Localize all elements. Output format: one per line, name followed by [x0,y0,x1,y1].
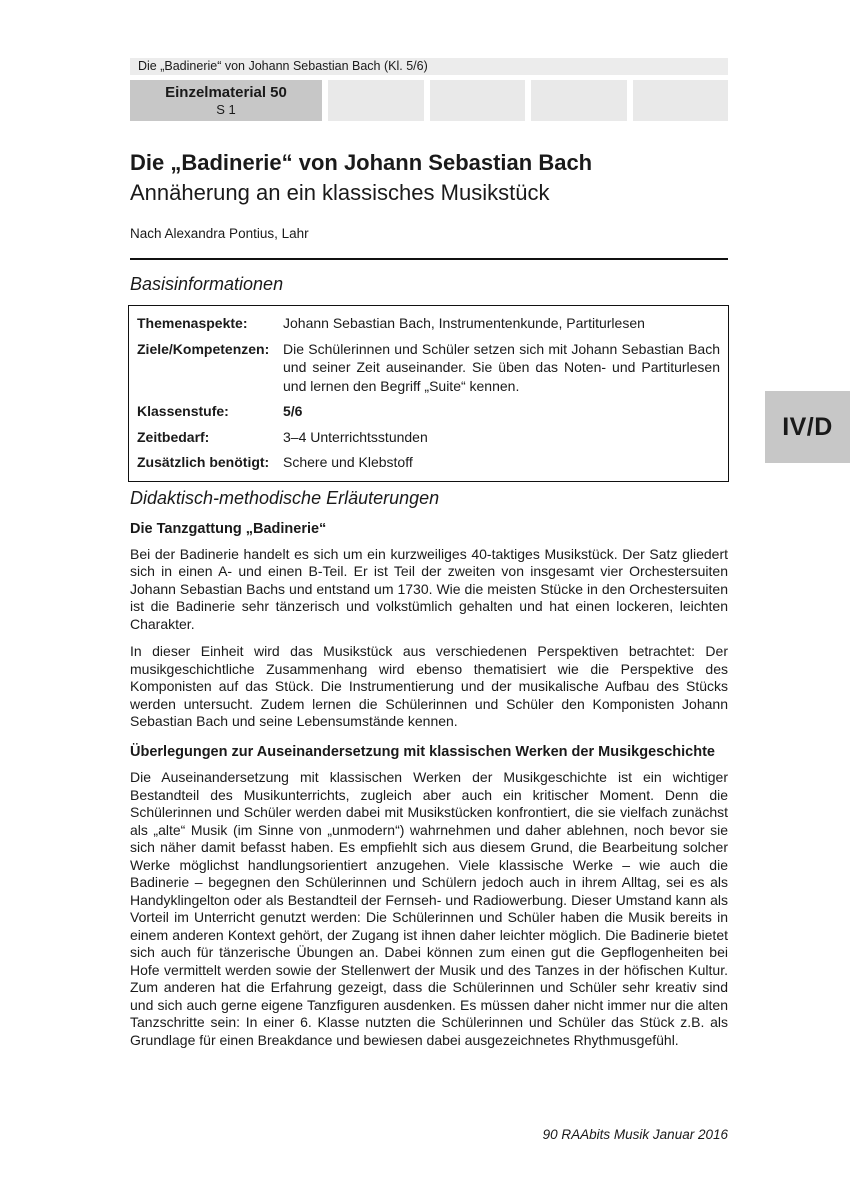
info-value: 3–4 Unterrichtsstunden [283,428,428,445]
info-label: Klassenstufe: [137,403,229,419]
document-title: Die „Badinerie“ von Johann Sebastian Bach [130,150,593,175]
basis-info-box [128,305,729,482]
subheading-ueberlegungen: Überlegungen zur Auseinandersetzung mit klassischen Werken der Musikgeschichte [130,743,715,760]
didaktik-heading: Didaktisch-methodische Erläuterungen [130,488,440,508]
author-line: Nach Alexandra Pontius, Lahr [130,226,309,241]
info-value: Die Schülerinnen und Schüler setzen sich mit Johann Sebastian Bach und seiner Zeit auseinander. Sie üben das Noten- und Partiturlesen und lernen den Begriff „Suite“ kennen. [283,340,720,394]
material-tab-row [130,80,728,121]
info-row-ziele [137,340,720,396]
paragraph-badinerie: Bei der Badinerie handelt es sich um ein kurzweiliges 40-taktiges Musikstück. Der Satz gliedert sich in einen A- und einen B-Teil. Er ist Teil der zweiten von insgesamt vier Orchestersuiten Johann Sebastian Bachs und entstand um 1730. Wie die meisten Stücke in den Orchestersuiten ist die Badinerie sehr tänzerisch und volkstümlich gehalten und hat einen lockeren, leichten Charakter. [130,545,728,632]
info-row-themenaspekte [137,314,720,333]
info-row-zeitbedarf [137,428,720,447]
subheading-tanzgattung: Die Tanzgattung „Badinerie“ [130,521,327,537]
material-placeholder-box [633,80,729,121]
section-rule [130,258,728,260]
info-label: Ziele/Kompetenzen: [137,340,270,357]
didaktik-section [130,488,728,1059]
running-head-bar [130,58,728,75]
info-value: 5/6 [283,403,303,419]
info-label: Themenaspekte: [137,315,248,331]
info-row-klassenstufe [137,402,720,421]
basis-heading: Basisinformationen [130,274,284,294]
info-value: Schere und Klebstoff [283,454,413,470]
running-head-text: Die „Badinerie“ von Johann Sebastian Bach (Kl. 5/6) [138,59,428,73]
paragraph-auseinandersetzung: Die Auseinandersetzung mit klassischen Werken der Musikgeschichte ist ein wichtiger Bestandteil des Musikunterrichts, zugleich aber auch ein kritischer Moment. Denn die Schülerinnen und Schüler werden dabei mit Musikstücken konfrontiert, die sie vielfach zunächst als „alte“ Musik (im Sinne von „unmodern“) wahrnehmen und daher ablehnen, noch bevor sie sich näher damit befasst haben. Es empfiehlt sich aus diesem Grund, die Bearbeitung solcher Werke möglichst handlungsorientiert anzugehen. Viele klassische Werke – wie auch die Badinerie – begegnen den Schülerinnen und Schülern jedoch auch in ihrem Alltag, sei es als Handyklingelton oder als Bestandteil der Fernseh- und Radiowerbung. Dieser Umstand kann als Vorteil im Unterricht genutzt werden: Die Schülerinnen und Schüler haben die Musik bereits in einem anderen Kontext gehört, der Zugang ist ihnen daher leichter möglich. Die Badinerie bietet sich auch für tänzerische Übungen an. Dabei können zum einen gut die Gepflogenheiten bei Hofe vermittelt werden sowie der Stellenwert der Musik und des Tanzes in der höfischen Kultur. Zum anderen hat die Erfahrung gezeigt, dass die Schülerinnen und Schüler sehr kreativ sind und sich auch gerne eigene Tanzfiguren ausdenken. Es müssen daher nicht immer nur die alten Tanzschritte sein: In einer 6. Klasse nutzten die Schülerinnen und Schüler das Stück z.B. als Grundlage für einen Breakdance und bewiesen dabei ausgezeichnetes Rhythmusgefühl. [130,769,728,1048]
info-value: Johann Sebastian Bach, Instrumentenkunde, Partiturlesen [283,315,645,331]
info-label: Zeitbedarf: [137,428,210,445]
material-placeholder-box [430,80,526,121]
material-tab [130,80,322,121]
info-label: Zusätzlich benötigt: [137,454,270,470]
material-label: Einzelmaterial 50 [165,84,287,101]
material-placeholder-box [531,80,627,121]
register-tab [765,391,850,463]
title-block [130,148,728,241]
material-page-number: S 1 [216,102,236,117]
document-subtitle: Annäherung an ein klassisches Musikstück [130,180,550,205]
page-footer: 90 RAAbits Musik Januar 2016 [542,1127,728,1142]
info-row-zusaetzlich [137,453,720,472]
material-placeholder-box [328,80,424,121]
paragraph-einheit: In dieser Einheit wird das Musikstück aus verschiedenen Perspektiven betrachtet: Der musikgeschichtliche Zusammenhang wird ebenso thematisiert wie die Perspektive des Komponisten auf das Stück. Die Instrumentierung und der musikalische Aufbau des Stücks werden untersucht. Zudem lernen die Schülerinnen und Schüler den Komponisten Johann Sebastian Bach und seine Lebensumstände kennen. [130,643,728,729]
register-tab-label: IV/D [782,412,833,441]
